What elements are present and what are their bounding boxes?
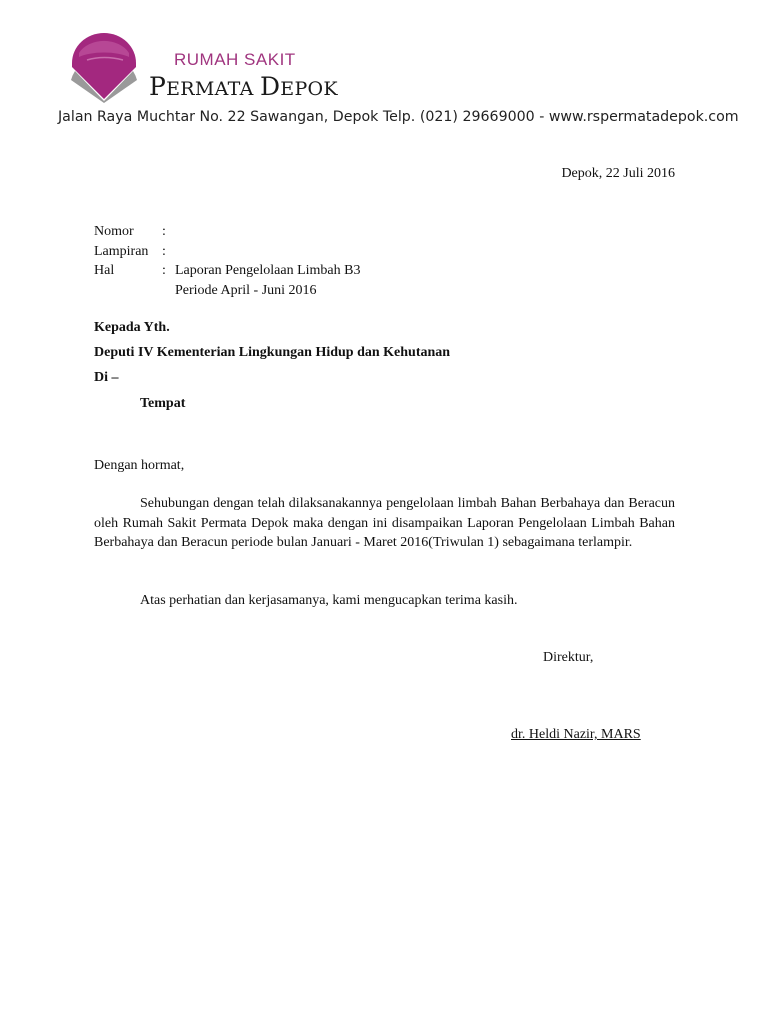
meta-label: Lampiran bbox=[94, 243, 149, 259]
subject-line2: Periode April - Juni 2016 bbox=[175, 282, 317, 298]
hospital-name-line1: RUMAH SAKIT bbox=[174, 50, 296, 69]
recipient-place: Tempat bbox=[140, 396, 186, 411]
meta-label: Hal bbox=[94, 263, 115, 278]
signature-name: dr. Heldi Nazir, MARS bbox=[511, 727, 641, 742]
subject-line1: Laporan Pengelolaan Limbah B3 bbox=[175, 263, 361, 278]
hospital-name-line2: PERMATA DEPOK bbox=[149, 72, 338, 101]
letterhead-logo bbox=[64, 33, 364, 105]
meta-row-nomor bbox=[94, 222, 360, 242]
signature-title: Direktur, bbox=[543, 650, 594, 665]
meta-label: Nomor bbox=[94, 224, 134, 239]
recipient-di: Di – bbox=[94, 370, 119, 385]
letter-meta bbox=[94, 222, 360, 300]
meta-colon: : bbox=[162, 263, 166, 278]
recipient-name: Deputi IV Kementerian Lingkungan Hidup dan Kehutanan bbox=[94, 345, 451, 360]
meta-row-hal bbox=[94, 261, 360, 300]
letterhead-address: Jalan Raya Muchtar No. 22 Sawangan, Depok Telp. (021) 29669000 - www.rspermatadepok.com bbox=[58, 109, 739, 125]
meta-colon: : bbox=[162, 243, 166, 259]
gem-icon bbox=[67, 33, 141, 103]
meta-colon: : bbox=[162, 224, 166, 239]
meta-value bbox=[175, 261, 360, 300]
closing-paragraph: Atas perhatian dan kerjasamanya, kami mengucapkan terima kasih. bbox=[140, 593, 518, 608]
place-date: Depok, 22 Juli 2016 bbox=[561, 166, 675, 181]
body-paragraph: Sehubungan dengan telah dilaksanakannya pengelolaan limbah Bahan Berbahaya dan Beracun oleh Rumah Sakit Permata Depok maka dengan ini disampaikan Laporan Pengelolaan Limbah Bahan Berbahaya dan Beracun periode bulan Januari - Maret 2016(Triwulan 1) sebagaimana terlampir. bbox=[94, 496, 675, 550]
greeting: Dengan hormat, bbox=[94, 458, 185, 473]
meta-row-lampiran bbox=[94, 242, 360, 262]
recipient-salutation: Kepada Yth. bbox=[94, 320, 170, 335]
